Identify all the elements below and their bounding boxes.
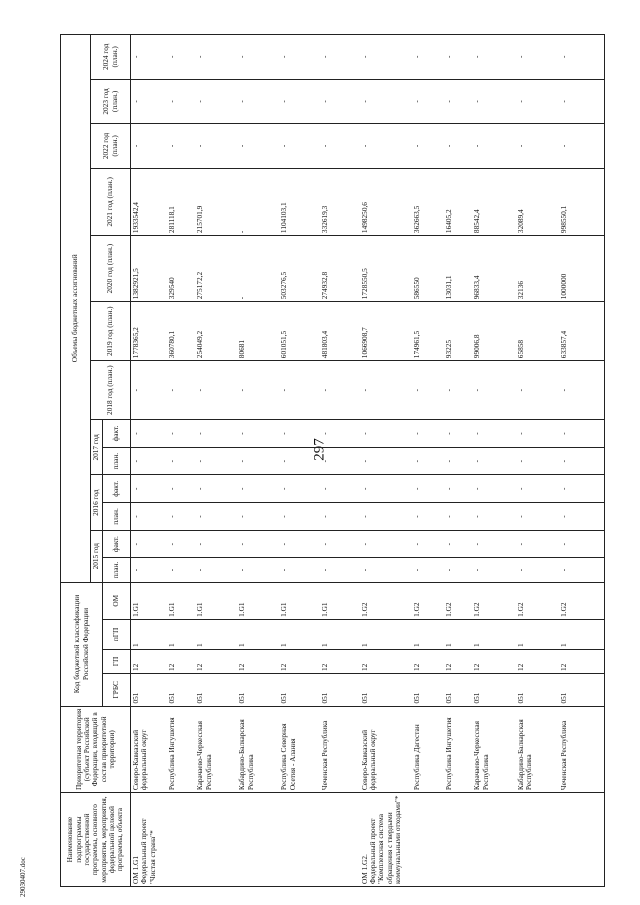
- cell-territory: Чеченская Республика: [559, 706, 605, 793]
- cell-v2016f: -: [412, 475, 443, 503]
- table-row: [360, 35, 413, 887]
- cell-v2015p: -: [320, 558, 360, 582]
- cell-pgp: 1: [237, 619, 279, 649]
- cell-name: [237, 793, 279, 887]
- header-2019: 2019 год (план.): [91, 302, 131, 361]
- cell-gp: 12: [237, 649, 279, 673]
- cell-v2016f: -: [131, 475, 167, 503]
- cell-v2015p: -: [472, 558, 515, 582]
- header-2018: 2018 год (план.): [91, 361, 131, 420]
- cell-v2023: -: [195, 79, 237, 124]
- cell-v2021: 16405,2: [444, 168, 473, 235]
- cell-v2019: 1066908,7: [360, 302, 413, 361]
- header-grbs: ГРБС: [103, 674, 131, 706]
- cell-v2024: -: [559, 35, 605, 80]
- cell-territory: Чеченская Республика: [320, 706, 360, 793]
- cell-v2015p: -: [131, 558, 167, 582]
- cell-v2015f: -: [444, 530, 473, 558]
- header-2015-fact: факт.: [103, 530, 131, 558]
- cell-name: [472, 793, 515, 887]
- cell-v2023: -: [237, 79, 279, 124]
- cell-om: 1.G1: [131, 582, 167, 619]
- cell-v2015p: -: [279, 558, 320, 582]
- cell-territory: Карачаево-Черкесская Республика: [195, 706, 237, 793]
- cell-v2017f: -: [516, 420, 559, 448]
- cell-v2017f: -: [131, 420, 167, 448]
- cell-grbs: 051: [237, 674, 279, 706]
- cell-v2024: -: [516, 35, 559, 80]
- cell-v2024: -: [167, 35, 196, 80]
- cell-v2021: 215701,9: [195, 168, 237, 235]
- cell-grbs: 051: [167, 674, 196, 706]
- cell-v2023: -: [360, 79, 413, 124]
- header-2017: 2017 год: [91, 420, 103, 475]
- cell-v2016f: -: [516, 475, 559, 503]
- cell-v2019: 481803,4: [320, 302, 360, 361]
- cell-om: 1.G2: [559, 582, 605, 619]
- cell-territory: Карачаево-Черкесская Республика: [472, 706, 515, 793]
- cell-v2018: -: [279, 361, 320, 420]
- cell-v2024: -: [237, 35, 279, 80]
- cell-gp: 12: [360, 649, 413, 673]
- cell-v2019: 93225: [444, 302, 473, 361]
- header-2016-plan: план.: [103, 503, 131, 531]
- header-gp: ГП: [103, 649, 131, 673]
- cell-v2020: 503276,5: [279, 236, 320, 302]
- cell-om: 1.G2: [360, 582, 413, 619]
- cell-v2016f: -: [167, 475, 196, 503]
- cell-v2023: -: [279, 79, 320, 124]
- cell-v2020: 586550: [412, 236, 443, 302]
- table-row: [516, 35, 559, 887]
- cell-grbs: 051: [472, 674, 515, 706]
- header-2023: 2023 год (план.): [91, 79, 131, 124]
- cell-om: 1.G1: [167, 582, 196, 619]
- cell-pgp: 1: [131, 619, 167, 649]
- cell-v2016f: -: [360, 475, 413, 503]
- cell-om: 1.G1: [320, 582, 360, 619]
- cell-territory: Кабардино-Балкарская Республика: [516, 706, 559, 793]
- cell-gp: 12: [559, 649, 605, 673]
- table-header: [61, 35, 131, 887]
- table-row: [472, 35, 515, 887]
- cell-gp: 12: [279, 649, 320, 673]
- table-row: [195, 35, 237, 887]
- cell-pgp: 1: [444, 619, 473, 649]
- cell-v2017p: -: [444, 447, 473, 475]
- cell-v2019: 99006,8: [472, 302, 515, 361]
- table-row: [237, 35, 279, 887]
- cell-v2018: -: [131, 361, 167, 420]
- cell-v2016f: -: [559, 475, 605, 503]
- header-pgp: пГП: [103, 619, 131, 649]
- cell-pgp: 1: [167, 619, 196, 649]
- cell-v2020: 274932,8: [320, 236, 360, 302]
- cell-v2021: 1933542,4: [131, 168, 167, 235]
- cell-v2016p: -: [195, 503, 237, 531]
- cell-v2015f: -: [360, 530, 413, 558]
- cell-name: ОМ 1.G2. Федеральный проект "Комплексная система обращения с твердыми коммунальными отходами"*: [360, 793, 413, 887]
- cell-v2017p: -: [559, 447, 605, 475]
- cell-v2015f: -: [131, 530, 167, 558]
- cell-v2016f: -: [279, 475, 320, 503]
- cell-pgp: 1: [516, 619, 559, 649]
- cell-v2018: -: [320, 361, 360, 420]
- cell-v2017f: -: [444, 420, 473, 448]
- cell-v2018: -: [167, 361, 196, 420]
- cell-v2017f: -: [320, 420, 360, 448]
- cell-v2017f: -: [237, 420, 279, 448]
- cell-v2015f: -: [472, 530, 515, 558]
- cell-v2024: -: [412, 35, 443, 80]
- cell-v2021: 1104103,1: [279, 168, 320, 235]
- header-2021: 2021 год (план.): [91, 168, 131, 235]
- cell-grbs: 051: [559, 674, 605, 706]
- cell-v2022: -: [516, 124, 559, 169]
- header-2017-plan: план.: [103, 447, 131, 475]
- header-om: ОМ: [103, 582, 131, 619]
- cell-v2015f: -: [412, 530, 443, 558]
- cell-v2015p: -: [559, 558, 605, 582]
- cell-v2024: -: [472, 35, 515, 80]
- cell-v2017f: -: [279, 420, 320, 448]
- header-name: Наименование подпрограммы государственной программы, основного мероприятия, мероприятия, федеральной целевой программы, объекта: [61, 793, 131, 887]
- cell-om: 1.G1: [237, 582, 279, 619]
- cell-v2021: -: [237, 168, 279, 235]
- cell-name: ОМ 1.G1 Федеральный проект "Чистая страна"*: [131, 793, 167, 887]
- cell-gp: 12: [444, 649, 473, 673]
- cell-v2015p: -: [237, 558, 279, 582]
- cell-pgp: 1: [360, 619, 413, 649]
- cell-v2016p: -: [360, 503, 413, 531]
- cell-v2015f: -: [167, 530, 196, 558]
- cell-v2021: 362663,5: [412, 168, 443, 235]
- cell-grbs: 051: [444, 674, 473, 706]
- cell-name: [516, 793, 559, 887]
- cell-v2018: -: [412, 361, 443, 420]
- cell-name: [320, 793, 360, 887]
- cell-v2023: -: [412, 79, 443, 124]
- table-row: [320, 35, 360, 887]
- cell-v2019: 80681: [237, 302, 279, 361]
- cell-v2015p: -: [412, 558, 443, 582]
- cell-v2016p: -: [516, 503, 559, 531]
- cell-v2015f: -: [320, 530, 360, 558]
- cell-v2018: -: [472, 361, 515, 420]
- cell-v2016p: -: [279, 503, 320, 531]
- cell-v2015p: -: [195, 558, 237, 582]
- cell-v2016p: -: [412, 503, 443, 531]
- cell-v2017f: -: [559, 420, 605, 448]
- cell-v2024: -: [320, 35, 360, 80]
- cell-v2018: -: [444, 361, 473, 420]
- cell-v2022: -: [167, 124, 196, 169]
- cell-pgp: 1: [412, 619, 443, 649]
- header-2024: 2024 год (план.): [91, 35, 131, 80]
- cell-v2024: -: [360, 35, 413, 80]
- cell-v2016p: -: [444, 503, 473, 531]
- cell-v2016p: -: [320, 503, 360, 531]
- cell-v2023: -: [131, 79, 167, 124]
- cell-v2017p: -: [279, 447, 320, 475]
- cell-v2022: -: [360, 124, 413, 169]
- cell-grbs: 051: [516, 674, 559, 706]
- cell-v2020: 1728550,5: [360, 236, 413, 302]
- cell-om: 1.G1: [195, 582, 237, 619]
- cell-gp: 12: [131, 649, 167, 673]
- cell-gp: 12: [516, 649, 559, 673]
- cell-v2016p: -: [167, 503, 196, 531]
- cell-v2018: -: [559, 361, 605, 420]
- cell-v2019: 601051,5: [279, 302, 320, 361]
- cell-v2021: 32089,4: [516, 168, 559, 235]
- cell-grbs: 051: [412, 674, 443, 706]
- cell-v2017p: -: [195, 447, 237, 475]
- cell-v2017f: -: [412, 420, 443, 448]
- table-row: [412, 35, 443, 887]
- cell-territory: Республика Ингушетия: [167, 706, 196, 793]
- cell-v2015f: -: [559, 530, 605, 558]
- cell-v2022: -: [559, 124, 605, 169]
- cell-v2015f: -: [516, 530, 559, 558]
- cell-territory: Северо-Кавказский федеральный округ: [360, 706, 413, 793]
- cell-v2020: 32136: [516, 236, 559, 302]
- cell-v2022: -: [412, 124, 443, 169]
- cell-v2019: 254049,2: [195, 302, 237, 361]
- header-2017-fact: факт.: [103, 420, 131, 448]
- cell-v2015p: -: [444, 558, 473, 582]
- cell-v2016p: -: [131, 503, 167, 531]
- cell-v2023: -: [167, 79, 196, 124]
- cell-territory: Кабардино-Балкарская Республика: [237, 706, 279, 793]
- header-2022: 2022 год (план.): [91, 124, 131, 169]
- cell-v2017p: -: [167, 447, 196, 475]
- table-row: [444, 35, 473, 887]
- cell-gp: 12: [472, 649, 515, 673]
- cell-name: [195, 793, 237, 887]
- cell-v2016p: -: [559, 503, 605, 531]
- cell-name: [167, 793, 196, 887]
- cell-v2016p: -: [237, 503, 279, 531]
- cell-v2017p: -: [131, 447, 167, 475]
- cell-v2022: -: [444, 124, 473, 169]
- cell-v2023: -: [472, 79, 515, 124]
- cell-om: 1.G2: [444, 582, 473, 619]
- cell-v2021: 88542,4: [472, 168, 515, 235]
- cell-v2017f: -: [195, 420, 237, 448]
- cell-v2015f: -: [195, 530, 237, 558]
- table-row: [167, 35, 196, 887]
- cell-v2020: 275172,2: [195, 236, 237, 302]
- cell-pgp: 1: [195, 619, 237, 649]
- cell-v2023: -: [559, 79, 605, 124]
- cell-name: [279, 793, 320, 887]
- cell-om: 1.G2: [412, 582, 443, 619]
- cell-v2024: -: [195, 35, 237, 80]
- cell-v2017p: -: [237, 447, 279, 475]
- cell-v2017f: -: [360, 420, 413, 448]
- cell-v2024: -: [131, 35, 167, 80]
- cell-v2016f: -: [237, 475, 279, 503]
- cell-v2022: -: [195, 124, 237, 169]
- table-row: [279, 35, 320, 887]
- cell-v2017f: -: [167, 420, 196, 448]
- cell-v2017p: -: [516, 447, 559, 475]
- header-territory: Приоритетная территория (субъект Российской Федерации, входящий в состав приоритетной территории): [61, 706, 131, 793]
- header-budget-group: Объемы бюджетных ассигнований: [61, 35, 91, 583]
- cell-v2017p: -: [412, 447, 443, 475]
- cell-v2022: -: [472, 124, 515, 169]
- cell-v2019: 65858: [516, 302, 559, 361]
- header-2016-fact: факт.: [103, 475, 131, 503]
- cell-v2018: -: [360, 361, 413, 420]
- document-id: 29030407.doc: [19, 857, 27, 897]
- cell-v2024: -: [444, 35, 473, 80]
- table-row: [131, 35, 167, 887]
- cell-v2020: 329540: [167, 236, 196, 302]
- cell-territory: Северо-Кавказский федеральный округ: [131, 706, 167, 793]
- cell-om: 1.G2: [472, 582, 515, 619]
- cell-v2018: -: [516, 361, 559, 420]
- cell-gp: 12: [195, 649, 237, 673]
- table-row: [559, 35, 605, 887]
- cell-v2023: -: [320, 79, 360, 124]
- cell-v2017p: -: [320, 447, 360, 475]
- header-2015-plan: план.: [103, 558, 131, 582]
- page-number: 297: [311, 438, 328, 461]
- cell-grbs: 051: [360, 674, 413, 706]
- cell-v2016f: -: [195, 475, 237, 503]
- cell-v2022: -: [320, 124, 360, 169]
- cell-v2015p: -: [360, 558, 413, 582]
- cell-pgp: 1: [559, 619, 605, 649]
- cell-om: 1.G2: [516, 582, 559, 619]
- cell-v2015p: -: [516, 558, 559, 582]
- cell-territory: Республика Ингушетия: [444, 706, 473, 793]
- cell-name: [412, 793, 443, 887]
- cell-v2020: 1000000: [559, 236, 605, 302]
- cell-pgp: 1: [472, 619, 515, 649]
- cell-v2021: 998550,1: [559, 168, 605, 235]
- cell-gp: 12: [320, 649, 360, 673]
- header-code-group: Код бюджетной классификации Российской Федерации: [61, 582, 103, 706]
- cell-pgp: 1: [320, 619, 360, 649]
- cell-v2023: -: [516, 79, 559, 124]
- cell-v2020: 13031,1: [444, 236, 473, 302]
- budget-table-rotated: [60, 34, 605, 887]
- cell-v2016f: -: [472, 475, 515, 503]
- cell-v2022: -: [131, 124, 167, 169]
- cell-territory: Республика Дагестан: [412, 706, 443, 793]
- cell-grbs: 051: [195, 674, 237, 706]
- cell-v2020: 1382921,5: [131, 236, 167, 302]
- table-body: [131, 35, 605, 887]
- cell-grbs: 051: [279, 674, 320, 706]
- cell-v2020: 96833,4: [472, 236, 515, 302]
- cell-v2017p: -: [360, 447, 413, 475]
- cell-v2019: 360780,1: [167, 302, 196, 361]
- cell-v2016f: -: [444, 475, 473, 503]
- cell-v2021: 1498250,6: [360, 168, 413, 235]
- cell-grbs: 051: [320, 674, 360, 706]
- cell-territory: Республика Северная Осетия - Алания: [279, 706, 320, 793]
- cell-v2016p: -: [472, 503, 515, 531]
- cell-v2022: -: [279, 124, 320, 169]
- header-2016: 2016 год: [91, 475, 103, 530]
- cell-v2018: -: [237, 361, 279, 420]
- header-2015: 2015 год: [91, 530, 103, 582]
- cell-v2021: 281118,1: [167, 168, 196, 235]
- cell-gp: 12: [412, 649, 443, 673]
- cell-v2018: -: [195, 361, 237, 420]
- cell-v2019: 1778365,2: [131, 302, 167, 361]
- cell-v2019: 633857,4: [559, 302, 605, 361]
- cell-v2016f: -: [320, 475, 360, 503]
- cell-name: [559, 793, 605, 887]
- cell-v2024: -: [279, 35, 320, 80]
- cell-v2017p: -: [472, 447, 515, 475]
- cell-pgp: 1: [279, 619, 320, 649]
- cell-v2022: -: [237, 124, 279, 169]
- cell-v2020: -: [237, 236, 279, 302]
- budget-table: [60, 34, 605, 887]
- cell-v2015f: -: [279, 530, 320, 558]
- cell-grbs: 051: [131, 674, 167, 706]
- cell-v2015f: -: [237, 530, 279, 558]
- cell-v2021: 332619,3: [320, 168, 360, 235]
- cell-name: [444, 793, 473, 887]
- cell-v2017f: -: [472, 420, 515, 448]
- cell-v2019: 174961,5: [412, 302, 443, 361]
- cell-om: 1.G1: [279, 582, 320, 619]
- cell-v2023: -: [444, 79, 473, 124]
- header-2020: 2020 год (план.): [91, 236, 131, 302]
- cell-gp: 12: [167, 649, 196, 673]
- cell-v2015p: -: [167, 558, 196, 582]
